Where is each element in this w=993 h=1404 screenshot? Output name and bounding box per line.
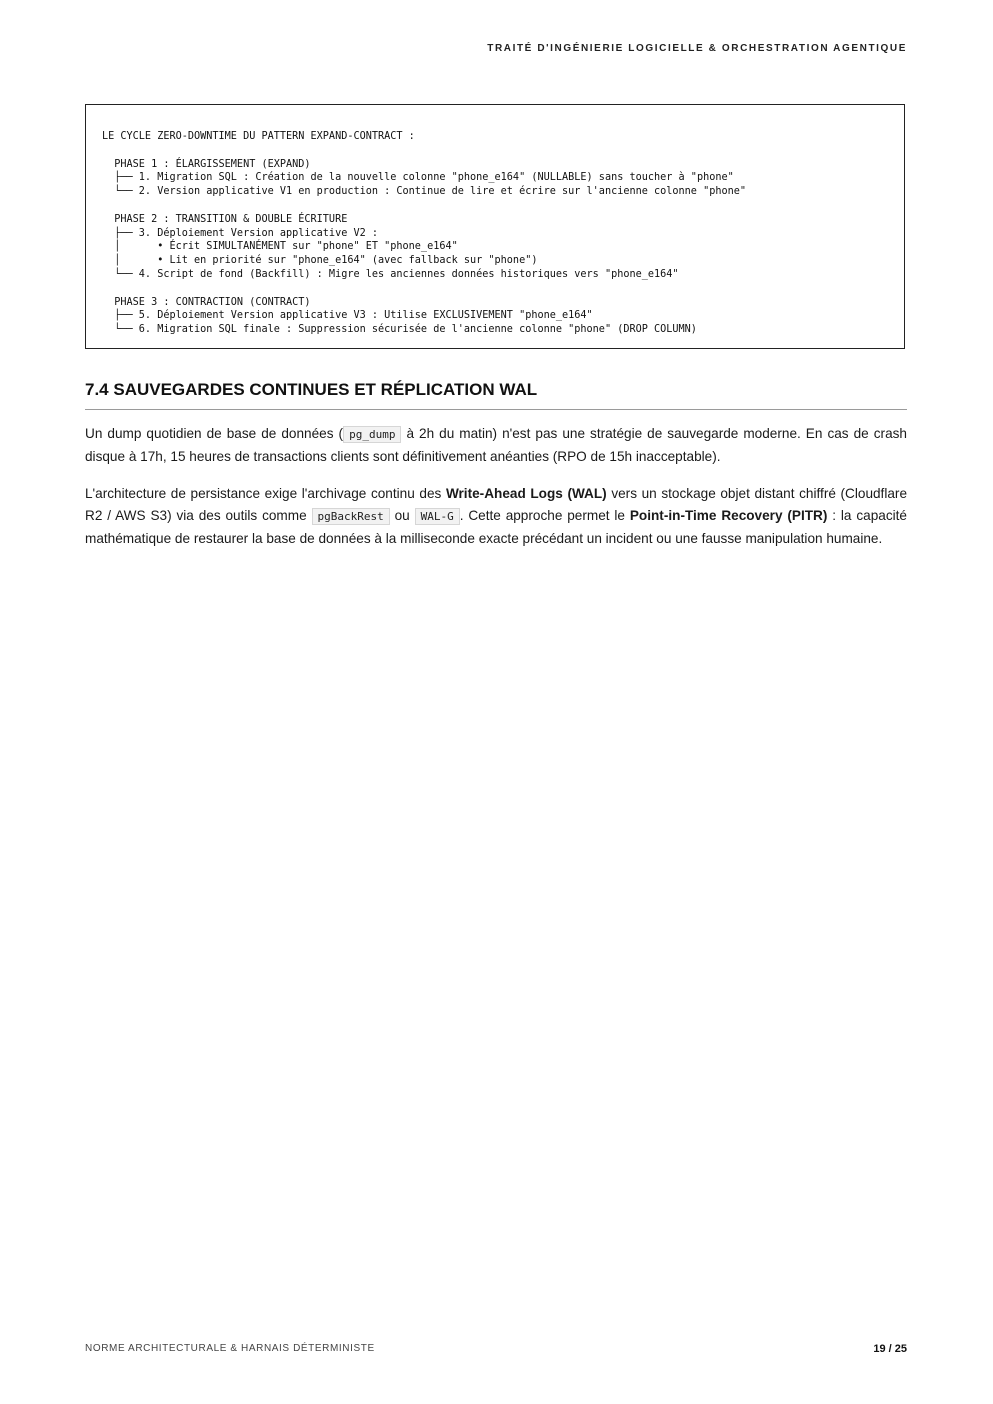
inline-code-pgbackrest: pgBackRest	[312, 508, 390, 525]
footer-title: NORME ARCHITECTURALE & HARNAIS DÉTERMINISTE	[85, 1343, 375, 1354]
paragraph-2-text: vers un stockage objet distant chiffré (Cloudflare R2 / AWS S3) via des outils comme	[85, 486, 908, 523]
paragraph-2	[85, 483, 907, 550]
paragraph-1-text: à 2h du matin) n'est pas une stratégie de sauvegarde moderne. En cas de crash disque à 17h, 15 heures de transactions clients sont définitivement anéanties (RPO de 15h inacceptable).	[85, 426, 907, 464]
paragraph-2-text: L'architecture de persistance exige l'archivage continu des	[85, 486, 446, 501]
inline-code-wal-g: WAL-G	[415, 508, 460, 525]
inline-code-pg-dump: pg_dump	[343, 426, 401, 443]
paragraph-1	[85, 423, 907, 468]
paragraph-1-text: Un dump quotidien de base de données (	[85, 426, 344, 441]
code-block-text: LE CYCLE ZERO-DOWNTIME DU PATTERN EXPAND-CONTRACT : PHASE 1 : ÉLARGISSEMENT (EXPAND) ├── 1. Migration SQL : Création de la nouvelle colonne "phone_e164" (NULLABLE) sans toucher à "phone" └── 2. Version applicative V1 en production : Continue de lire et écrire sur l'ancienne colonne "phone" PHASE 2 : TRANSITION & DOUBLE ÉCRITURE ├── 3. Déploiement Version applicative V2 : │ • Écrit SIMULTANÉMENT sur "phone" ET "phone_e164" │ • Lit en priorité sur "phone_e164" (avec fallback sur "phone") └── 4. Script de fond (Backfill) : Migre les anciennes données historiques vers "phone_e164" PHASE 3 : CONTRACTION (CONTRACT) ├── 5. Déploiement Version applicative V3 : Utilise EXCLUSIVEMENT "phone_e164" └── 6. Migration SQL finale : Suppression sécurisée de l'ancienne colonne "phone" (DROP COLUMN)	[102, 131, 747, 336]
paragraph-2-text: ou	[389, 508, 415, 523]
paragraph-2-text: : la capacité mathématique de restaurer la base de données à la milliseconde exacte précédant un incident ou une fausse manipulation humaine.	[85, 508, 907, 546]
page-number: 19 / 25	[873, 1343, 907, 1355]
bold-term-wal: Write-Ahead Logs (WAL)	[445, 486, 607, 501]
running-header: TRAITÉ D'INGÉNIERIE LOGICIELLE & ORCHESTRATION AGENTIQUE	[487, 43, 907, 54]
code-block	[85, 104, 905, 349]
paragraph-2-text: . Cette approche permet le	[459, 508, 630, 523]
section-title: 7.4 SAUVEGARDES CONTINUES ET RÉPLICATION WAL	[85, 380, 907, 410]
bold-term-pitr: Point-in-Time Recovery (PITR)	[629, 508, 828, 523]
